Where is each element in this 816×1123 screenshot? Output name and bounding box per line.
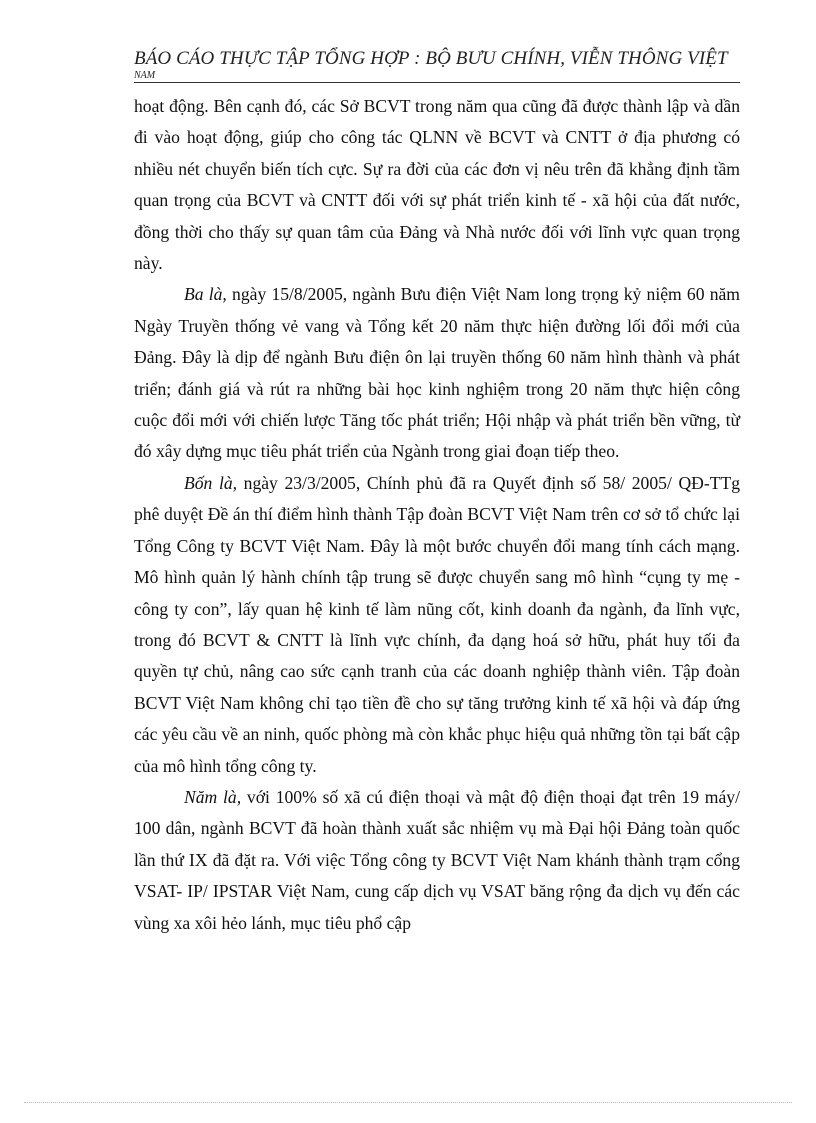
- paragraph-text: hoạt động. Bên cạnh đó, các Sở BCVT trong năm qua cũng đã được thành lập và dần đi vào hoạt động, giúp cho công tác QLNN về BCVT và CNTT ở địa phương có nhiều nét chuyển biến tích cực. Sự ra đời của các đơn vị nêu trên đã khẳng định tầm quan trọng của BCVT và CNTT đối với sự phát triển kinh tế - xã hội của đất nước, đồng thời cho thấy sự quan tâm của Đảng và Nhà nước đối với lĩnh vực quan trọng này.: [134, 96, 740, 274]
- paragraph-text: ngày 23/3/2005, Chính phủ đã ra Quyết định số 58/ 2005/ QĐ-TTg phê duyệt Đề án thí điểm hình thành Tập đoàn BCVT Việt Nam trên cơ sở tổ chức lại Tổng Công ty BCVT Việt Nam. Đây là một bước chuyển đổi mang tính cách mạng. Mô hình quản lý hành chính tập trung sẽ được chuyển sang mô hình “cụng ty mẹ - công ty con”, lấy quan hệ kinh tế làm nũng cốt, kinh doanh đa ngành, đa lĩnh vực, trong đó BCVT & CNTT là lĩnh vực chính, đa dạng hoá sở hữu, phát huy tối đa quyền tự chủ, nâng cao sức cạnh tranh của các doanh nghiệp thành viên. Tập đoàn BCVT Việt Nam không chỉ tạo tiền đề cho sự tăng trưởng kinh tế xã hội và đáp ứng các yêu cầu về an ninh, quốc phòng mà còn khắc phục hiệu quả những tồn tại bất cập của mô hình tổng công ty.: [134, 472, 741, 776]
- paragraph-bon-la: [134, 468, 740, 782]
- header-divider: [134, 82, 740, 83]
- paragraph-lead: Năm là,: [184, 786, 242, 807]
- running-header: [134, 48, 740, 82]
- body-text: [134, 91, 740, 939]
- paragraph-ba-la: [134, 279, 740, 467]
- paragraph-text: với 100% số xã cú điện thoại và mật độ điện thoại đạt trên 19 máy/ 100 dân, ngành BCVT đã hoàn thành xuất sắc nhiệm vụ mà Đại hội Đảng toàn quốc lần thứ IX đã đặt ra. Với việc Tổng công ty BCVT Việt Nam khánh thành trạm cổng VSAT- IP/ IPSTAR Việt Nam, cung cấp dịch vụ VSAT băng rộng đa dịch vụ đến các vùng xa xôi hẻo lánh, mục tiêu phổ cập: [134, 786, 740, 933]
- paragraph-lead: Bốn là,: [184, 472, 238, 493]
- header-subtitle: NAM: [134, 70, 156, 81]
- header-title: BÁO CÁO THỰC TẬP TỔNG HỢP : BỘ BƯU CHÍNH, VIỄN THÔNG VIỆT: [134, 48, 728, 69]
- paragraph-nam-la: [134, 782, 740, 939]
- paragraph-text: ngày 15/8/2005, ngành Bưu điện Việt Nam long trọng kỷ niệm 60 năm Ngày Truyền thống vẻ vang và Tổng kết 20 năm thực hiện đường lối đổi mới của Đảng. Đây là dịp để ngành Bưu điện ôn lại truyền thống 60 năm hình thành và phát triển; đánh giá và rút ra những bài học kinh nghiệm trong 20 năm thực hiện công cuộc đổi mới với chiến lược Tăng tốc phát triển; Hội nhập và phát triển bền vững, từ đó xây dựng mục tiêu phát triển của Ngành trong giai đoạn tiếp theo.: [134, 284, 740, 462]
- paragraph-lead: Ba là,: [184, 284, 227, 305]
- page-bottom-border: [24, 1102, 792, 1103]
- paragraph-continuation: [134, 91, 740, 279]
